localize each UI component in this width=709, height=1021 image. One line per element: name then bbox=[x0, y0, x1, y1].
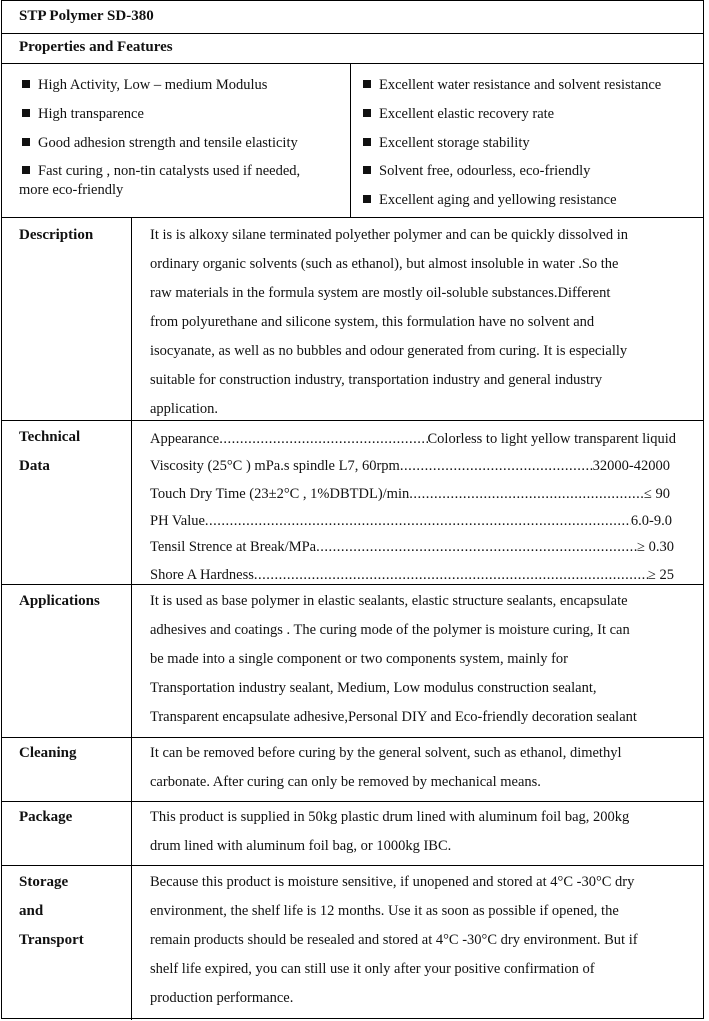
spec-row: Shore A Hardness ..... ≥ 25 bbox=[150, 565, 674, 585]
storage-text: Because this product is moisture sensitive, if unopened and stored at 4°C -30°C dry environment, the shelf life is 12 months. Use it as soon as possible if opened, the remain products should be resealed and stored at 4°C -30°C dry environment. But if shelf life expired, you can still use it only after your positive confirmation of production performance. bbox=[150, 874, 638, 1006]
cleaning-label: Cleaning bbox=[19, 745, 77, 761]
square-bullet-icon bbox=[363, 80, 371, 88]
description-label-cell bbox=[2, 217, 132, 420]
storage-label-cell bbox=[2, 865, 132, 1020]
package-label-cell bbox=[2, 801, 132, 865]
properties-heading: Properties and Features bbox=[19, 39, 173, 55]
applications-label-cell bbox=[2, 584, 132, 737]
technical-data-row bbox=[2, 420, 703, 585]
package-row bbox=[2, 801, 703, 866]
technical-label: Technical bbox=[19, 429, 81, 445]
feature-item: Excellent aging and yellowing resistance bbox=[363, 190, 617, 210]
applications-text: It is used as base polymer in elastic sealants, elastic structure sealants, encapsulate adhesives and coatings . The curing mode of the polymer is moisture curing, It can be made into a single component or two components system, mainly for Transportation industry sealant, Medium, Low modulus construction sealant, Transparent encapsulate adhesive,Personal DIY and Eco-friendly decoration sealant bbox=[150, 593, 637, 725]
properties-heading-row bbox=[2, 33, 703, 64]
cleaning-text: It can be removed before curing by the general solvent, such as ethanol, dimethyl carbonate. After curing can only be removed by mechanical means. bbox=[150, 745, 622, 790]
square-bullet-icon bbox=[22, 138, 30, 146]
feature-item: High transparence bbox=[22, 104, 144, 124]
package-label: Package bbox=[19, 809, 73, 825]
square-bullet-icon bbox=[22, 109, 30, 117]
transport-label: Transport bbox=[19, 932, 84, 948]
feature-item: Excellent elastic recovery rate bbox=[363, 104, 554, 124]
product-title: STP Polymer SD-380 bbox=[19, 8, 154, 24]
title-row bbox=[2, 1, 703, 34]
square-bullet-icon bbox=[363, 195, 371, 203]
package-text: This product is supplied in 50kg plastic drum lined with aluminum foil bag, 200kg drum lined with aluminum foil bag, or 1000kg IBC. bbox=[150, 809, 630, 854]
datasheet-table bbox=[1, 0, 704, 1019]
and-label: and bbox=[19, 903, 44, 919]
square-bullet-icon bbox=[363, 138, 371, 146]
technical-label-cell bbox=[2, 420, 132, 584]
features-right-column bbox=[350, 63, 703, 217]
features-row bbox=[2, 63, 703, 218]
feature-item: Excellent storage stability bbox=[363, 133, 530, 153]
features-left-column bbox=[2, 63, 351, 217]
square-bullet-icon bbox=[363, 109, 371, 117]
square-bullet-icon bbox=[22, 166, 30, 174]
spec-row: Tensil Strence at Break/MPa ..... ≥ 0.30 bbox=[150, 537, 674, 557]
feature-item: Solvent free, odourless, eco-friendly bbox=[363, 161, 590, 181]
spec-row: Touch Dry Time (23±2°C , 1%DBTDL)/min ..... ≤ 90 bbox=[150, 484, 670, 504]
applications-label: Applications bbox=[19, 593, 100, 609]
storage-label: Storage bbox=[19, 874, 69, 890]
storage-row bbox=[2, 865, 703, 1020]
square-bullet-icon bbox=[363, 166, 371, 174]
data-label: Data bbox=[19, 458, 50, 474]
cleaning-row bbox=[2, 737, 703, 802]
feature-item: High Activity, Low – medium Modulus bbox=[22, 75, 267, 95]
cleaning-label-cell bbox=[2, 737, 132, 801]
spec-row: Viscosity (25°C ) mPa.s spindle L7, 60rpm ..... 32000-42000 bbox=[150, 456, 670, 476]
description-row bbox=[2, 217, 703, 421]
description-label: Description bbox=[19, 227, 94, 243]
spec-row: PH Value ..... 6.0-9.0 bbox=[150, 511, 672, 531]
square-bullet-icon bbox=[22, 80, 30, 88]
feature-item-continued: more eco-friendly bbox=[19, 182, 124, 198]
feature-item: Fast curing , non-tin catalysts used if needed, bbox=[22, 161, 300, 181]
applications-row bbox=[2, 584, 703, 738]
feature-item: Good adhesion strength and tensile elasticity bbox=[22, 133, 298, 153]
feature-item: Excellent water resistance and solvent resistance bbox=[363, 75, 661, 95]
description-text: It is is alkoxy silane terminated polyether polymer and can be quickly dissolved in ordinary organic solvents (such as ethanol), but almost insoluble in water .So the raw materials in the formula system are mostly oil-soluble substances.Different from polyurethane and silicone system, this formulation have no solvent and isocyanate, as well as no bubbles and odour generated from curing. It is especially suitable for construction industry, transportation industry and general industry application. bbox=[150, 227, 628, 417]
spec-row: Appearance ..... Colorless to light yellow transparent liquid bbox=[150, 429, 676, 449]
